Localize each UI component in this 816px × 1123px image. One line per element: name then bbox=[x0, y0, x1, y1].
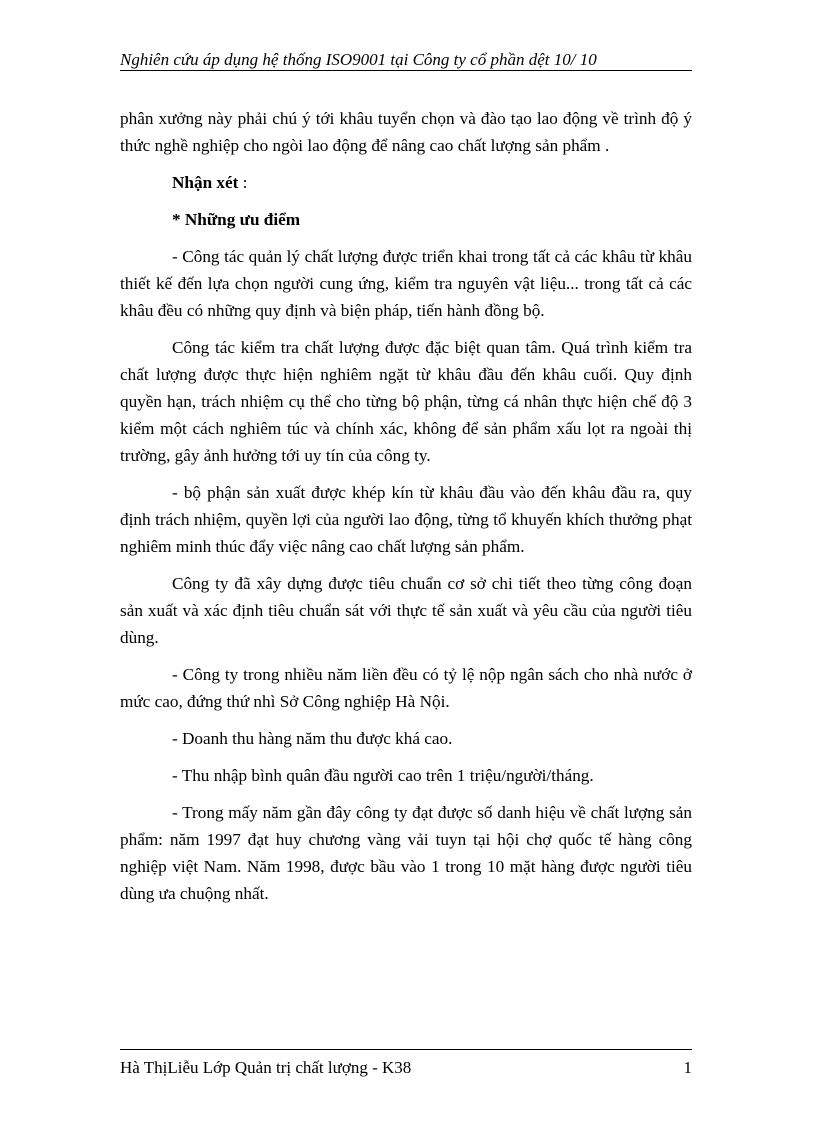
remark-heading bbox=[120, 169, 692, 196]
remark-suffix: : bbox=[238, 173, 248, 192]
paragraph: Công ty đã xây dựng được tiêu chuẩn cơ sở chi tiết theo từng công đoạn sản xuất và xác định tiêu chuẩn sát với thực tế sản xuất và yêu cầu của người tiêu dùng. bbox=[120, 574, 692, 647]
paragraph: - Thu nhập bình quân đầu người cao trên 1 triệu/người/tháng. bbox=[172, 766, 594, 785]
paragraph: - Công tác quản lý chất lượng được triển khai trong tất cả các khâu từ khâu thiết kế đến lựa chọn người cung ứng, kiểm tra nguyên vật liệu... trong tất cả các khâu đều có những quy định và biện pháp, tiến hành đồng bộ. bbox=[120, 247, 692, 320]
footer-author: Hà ThịLiễu Lớp Quản trị chất lượng - K38 bbox=[120, 1058, 412, 1077]
strengths-heading: * Những ưu điểm bbox=[172, 210, 301, 229]
paragraph: - bộ phận sản xuất được khép kín từ khâu đầu vào đến khâu đầu ra, quy định trách nhiệm, quyền lợi của người lao động, từng tổ khuyến khích thưởng phạt nghiêm minh thúc đẩy việc nâng cao chất lượng sản phẩm. bbox=[120, 483, 692, 556]
paragraph: - Trong mấy năm gần đây công ty đạt được số danh hiệu về chất lượng sản phẩm: năm 1997 đạt huy chương vàng vải tuyn tại hội chợ quốc tế hàng công nghiệp việt Nam. Năm 1998, được bầu vào 1 trong 10 mặt hàng được người tiêu dùng ưa chuộng nhất. bbox=[120, 803, 692, 903]
paragraph: - Công ty trong nhiều năm liền đều có tỷ lệ nộp ngân sách cho nhà nước ở mức cao, đứng thứ nhì Sở Công nghiệp Hà Nội. bbox=[120, 665, 692, 711]
running-header: Nghiên cứu áp dụng hệ thống ISO9001 tại Công ty cổ phần dệt 10/ 10 bbox=[120, 50, 597, 69]
paragraph: - Doanh thu hàng năm thu được khá cao. bbox=[172, 729, 453, 748]
document-body bbox=[120, 105, 692, 917]
paragraph: Công tác kiểm tra chất lượng được đặc biệt quan tâm. Quá trình kiểm tra chất lượng được thực hiện nghiêm ngặt từ khâu đầu đến khâu cuối. Quy định quyền hạn, trách nhiệm cụ thể cho từng bộ phận, từng cá nhân thực hiện chế độ 3 kiểm một cách nghiêm túc và chính xác, không để sản phẩm xấu lọt ra ngoài thị trường, gây ảnh hưởng tới uy tín của công ty. bbox=[120, 338, 692, 465]
footer-divider bbox=[120, 1049, 692, 1050]
intro-paragraph: phân xưởng này phải chú ý tới khâu tuyển chọn và đào tạo lao động về trình độ ý thức nghề nghiệp cho ngòi lao động để nâng cao chất lượng sản phẩm . bbox=[120, 109, 692, 155]
page-number: 1 bbox=[683, 1058, 692, 1077]
remark-label: Nhận xét bbox=[172, 173, 239, 192]
header-divider bbox=[120, 70, 692, 71]
